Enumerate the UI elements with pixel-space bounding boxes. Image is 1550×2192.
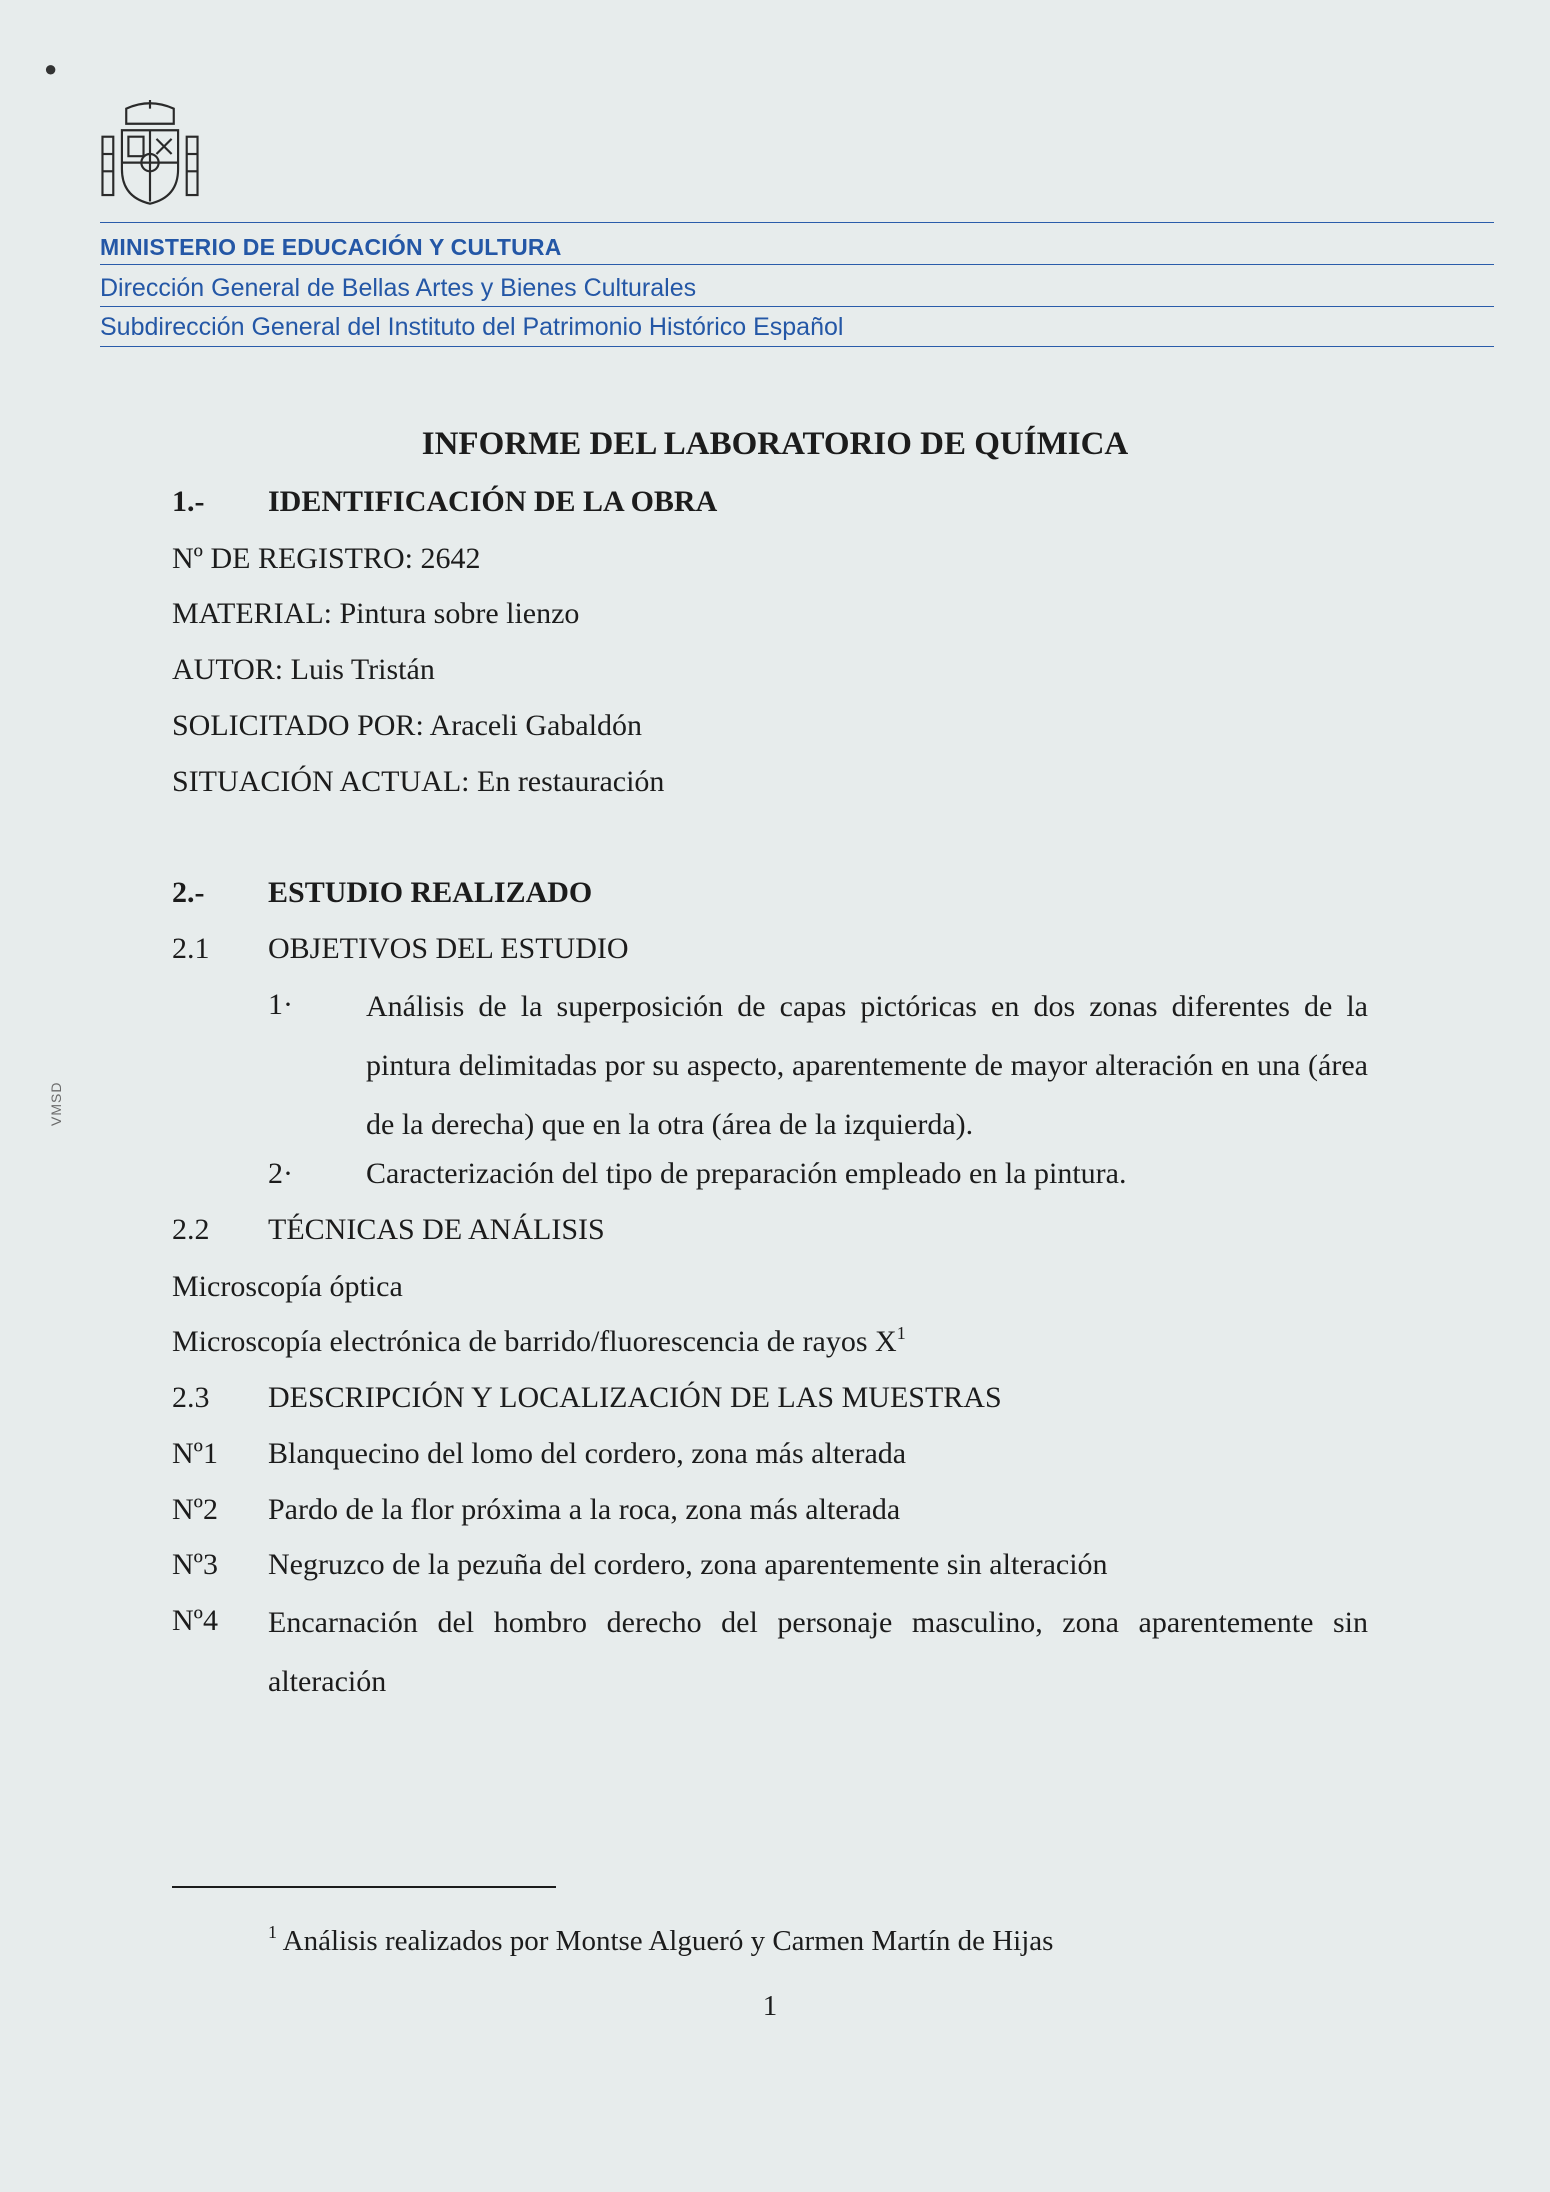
margin-mark: VMSD (48, 1081, 64, 1126)
report-title: INFORME DEL LABORATORIO DE QUÍMICA (421, 426, 1129, 462)
section-number: 2.- (172, 876, 205, 909)
sample-description: Pardo de la flor próxima a la roca, zona más alterada (268, 1493, 901, 1526)
sample-description: Encarnación del hombro derecho del personaje masculino, zona aparentemente sin alteración (268, 1606, 1368, 1698)
footnote-mark: 1 (268, 1922, 277, 1942)
header-rule (100, 264, 1494, 265)
subsection-number: 2.2 (172, 1213, 210, 1246)
sample-description: Negruzco de la pezuña del cordero, zona aparentemente sin alteración (268, 1548, 1108, 1581)
sample-number: Nº2 (172, 1493, 218, 1526)
technique-item: Microscopía electrónica de barrido/fluorescencia de rayos $X^1$ (172, 1323, 906, 1358)
scan-mark: ● (44, 56, 58, 81)
header-rule (100, 306, 1494, 307)
subsection-heading: DESCRIPCIÓN Y LOCALIZACIÓN DE LAS MUESTRAS (268, 1381, 1002, 1414)
header-rule (100, 346, 1494, 347)
subsection-number: 2.1 (172, 932, 210, 965)
footnote: $^1$ Análisis realizados por Montse Algueró y Carmen Martín de Hijas (268, 1922, 1054, 1957)
author-field: AUTOR: Luis Tristán (172, 653, 435, 686)
section-number: 1.- (172, 485, 205, 518)
subsection-heading: OBJETIVOS DEL ESTUDIO (268, 932, 629, 965)
sample-number: Nº4 (172, 1604, 218, 1637)
objective-number: 1· (268, 988, 293, 1021)
material-field: MATERIAL: Pintura sobre lienzo (172, 597, 580, 630)
technique-item: Microscopía óptica (172, 1270, 403, 1303)
page-number: 1 (762, 1990, 778, 2022)
registry-field: Nº DE REGISTRO: 2642 (172, 542, 481, 575)
subsection-heading: TÉCNICAS DE ANÁLISIS (268, 1213, 605, 1246)
header-rule (100, 222, 1494, 223)
objective-number: 2· (268, 1157, 293, 1190)
ministry-name: MINISTERIO DE EDUCACIÓN Y CULTURA (100, 234, 562, 260)
sample-description: Blanquecino del lomo del cordero, zona más alterada (268, 1437, 907, 1470)
subsection-number: 2.3 (172, 1381, 210, 1414)
section-heading: IDENTIFICACIÓN DE LA OBRA (268, 485, 718, 518)
status-field: SITUACIÓN ACTUAL: En restauración (172, 765, 665, 798)
objective-text: Caracterización del tipo de preparación empleado en la pintura. (366, 1157, 1127, 1190)
objective-text: Análisis de la superposición de capas pictóricas en dos zonas diferentes de la pintura delimitadas por su aspecto, aparentemente de mayor alteración en una (área de la derecha) que en la otra (área de la izquierda). (366, 990, 1368, 1141)
subdirection-name: Subdirección General del Instituto del Patrimonio Histórico Español (100, 313, 844, 341)
sample-number: Nº3 (172, 1548, 218, 1581)
sample-number: Nº1 (172, 1437, 218, 1470)
footnote-rule (172, 1886, 556, 1888)
direction-name: Dirección General de Bellas Artes y Bienes Culturales (100, 274, 697, 302)
requested-by-field: SOLICITADO POR: Araceli Gabaldón (172, 709, 643, 742)
section-heading: ESTUDIO REALIZADO (268, 876, 593, 909)
footnote-reference: 1 (896, 1323, 906, 1343)
coat-of-arms-icon (96, 100, 204, 208)
